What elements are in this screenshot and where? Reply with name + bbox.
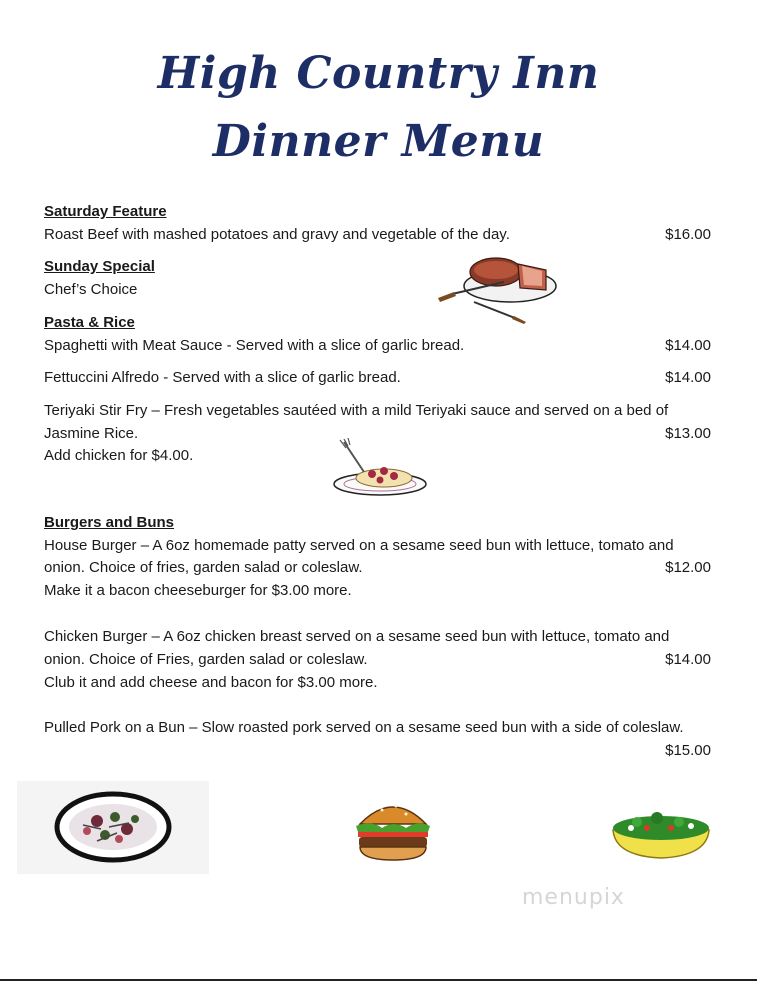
fettuccini-price: $14.00: [665, 369, 711, 386]
spaghetti-item: Spaghetti with Meat Sauce - Served with a slice of garlic bread.: [44, 337, 465, 354]
teriyaki-price: $13.00: [665, 425, 711, 442]
bottom-rule: [0, 979, 757, 981]
restaurant-name: High Country Inn: [157, 48, 600, 99]
pulled-pork-line1: Pulled Pork on a Bun – Slow roasted pork served on a sesame seed bun with a side of coleslaw.: [44, 719, 684, 736]
burger-icon: [352, 794, 434, 864]
stir-fry-plate-icon: [17, 781, 209, 874]
salad-bowl-icon: [607, 800, 715, 862]
house-burger-line2: onion. Choice of fries, garden salad or coleslaw.: [44, 559, 363, 576]
sunday-item: Chef’s Choice: [44, 281, 138, 298]
stir-fry-photo-frame: [17, 781, 209, 874]
pulled-pork-price: $15.00: [665, 742, 711, 759]
teriyaki-line1: Teriyaki Stir Fry – Fresh vegetables sautéed with a mild Teriyaki sauce and served on a bed of: [44, 402, 669, 419]
pasta-heading: Pasta & Rice: [44, 314, 135, 331]
house-burger-addon: Make it a bacon cheeseburger for $3.00 more.: [44, 582, 352, 599]
house-burger-price: $12.00: [665, 559, 711, 576]
menu-title: Dinner Menu: [212, 116, 545, 167]
house-burger-line1: House Burger – A 6oz homemade patty served on a sesame seed bun with lettuce, tomato and: [44, 537, 674, 554]
roast-beef-icon: [434, 250, 558, 326]
saturday-heading: Saturday Feature: [44, 203, 167, 220]
spaghetti-icon: [330, 438, 428, 498]
spaghetti-price: $14.00: [665, 337, 711, 354]
chicken-burger-line2: onion. Choice of Fries, garden salad or coleslaw.: [44, 651, 368, 668]
sunday-heading: Sunday Special: [44, 258, 155, 275]
saturday-item: Roast Beef with mashed potatoes and gravy and vegetable of the day.: [44, 226, 510, 243]
burgers-heading: Burgers and Buns: [44, 514, 175, 531]
fettuccini-item: Fettuccini Alfredo - Served with a slice of garlic bread.: [44, 369, 401, 386]
teriyaki-line2: Jasmine Rice.: [44, 425, 139, 442]
teriyaki-addon: Add chicken for $4.00.: [44, 447, 194, 464]
chicken-burger-price: $14.00: [665, 651, 711, 668]
watermark: menupix: [522, 885, 625, 910]
saturday-price: $16.00: [665, 226, 711, 243]
chicken-burger-line1: Chicken Burger – A 6oz chicken breast served on a sesame seed bun with lettuce, tomato and: [44, 628, 670, 645]
chicken-burger-addon: Club it and add cheese and bacon for $3.00 more.: [44, 674, 378, 691]
